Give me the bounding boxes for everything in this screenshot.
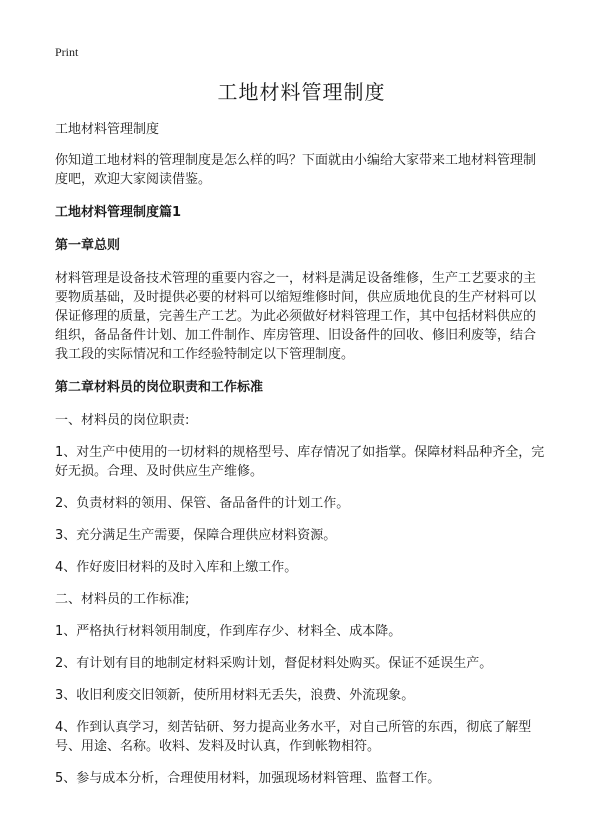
- section2-title: 二、材料员的工作标准;: [55, 592, 190, 607]
- section2-item-5: 5、参与成本分析，合理使用材料，加强现场材料管理、监督工作。: [55, 771, 441, 786]
- chapter1-body: 材料管理是设备技术管理的重要内容之一，材料是满足设备维修，生产工艺要求的主要物质基础，及时提供必要的材料可以缩短维修时间，供应质地优良的生产材料可以保证修理的质量，完善生产工艺。为此必须做好材料管理工作，其中包括材料供应的组织，备品备件计划、加工件制作、库房管理、旧设备件的回收、修旧利废等，结合我工段的实际情况和工作经验特制定以下管理制度。: [55, 271, 537, 362]
- chapter1-heading: 第一章总则: [55, 238, 121, 253]
- article-heading: 工地材料管理制度篇1: [55, 205, 182, 220]
- print-label: Print: [55, 45, 79, 59]
- section2-item-3: 3、收旧利废交旧领新，使所用材料无丢失，浪费、外流现象。: [55, 688, 415, 703]
- section1-item-1: 1、对生产中使用的一切材料的规格型号、库存情况了如指掌。保障材料品种齐全，完好无损。合理、及时供应生产维修。: [55, 445, 545, 479]
- section1-item-4: 4、作好废旧材料的及时入库和上缴工作。: [55, 560, 298, 575]
- section2-item-4: 4、作到认真学习，刻苦钻研、努力提高业务水平，对自己所管的东西，彻底了解型号、用途、名称。收料、发料及时认真，作到帐物相符。: [55, 720, 532, 754]
- section1-item-3: 3、充分满足生产需要，保障合理供应材料资源。: [55, 528, 337, 543]
- section1-item-2: 2、负责材料的领用、保管、备品备件的计划工作。: [55, 496, 350, 511]
- chapter2-heading: 第二章材料员的岗位职责和工作标准: [55, 380, 264, 395]
- section2-item-2: 2、有计划有目的地制定材料采购计划，督促材料处购买。保证不延误生产。: [55, 656, 493, 671]
- intro-paragraph: 你知道工地材料的管理制度是怎么样的吗？下面就由小编给大家带来工地材料管理制度吧，欢迎大家阅读借鉴。: [55, 153, 537, 187]
- document-title: 工地材料管理制度: [217, 80, 386, 104]
- section1-title: 一、材料员的岗位职责:: [55, 413, 190, 428]
- document-subtitle: 工地材料管理制度: [55, 122, 160, 137]
- section2-item-1: 1、严格执行材料领用制度，作到库存少、材料全、成本降。: [55, 624, 402, 639]
